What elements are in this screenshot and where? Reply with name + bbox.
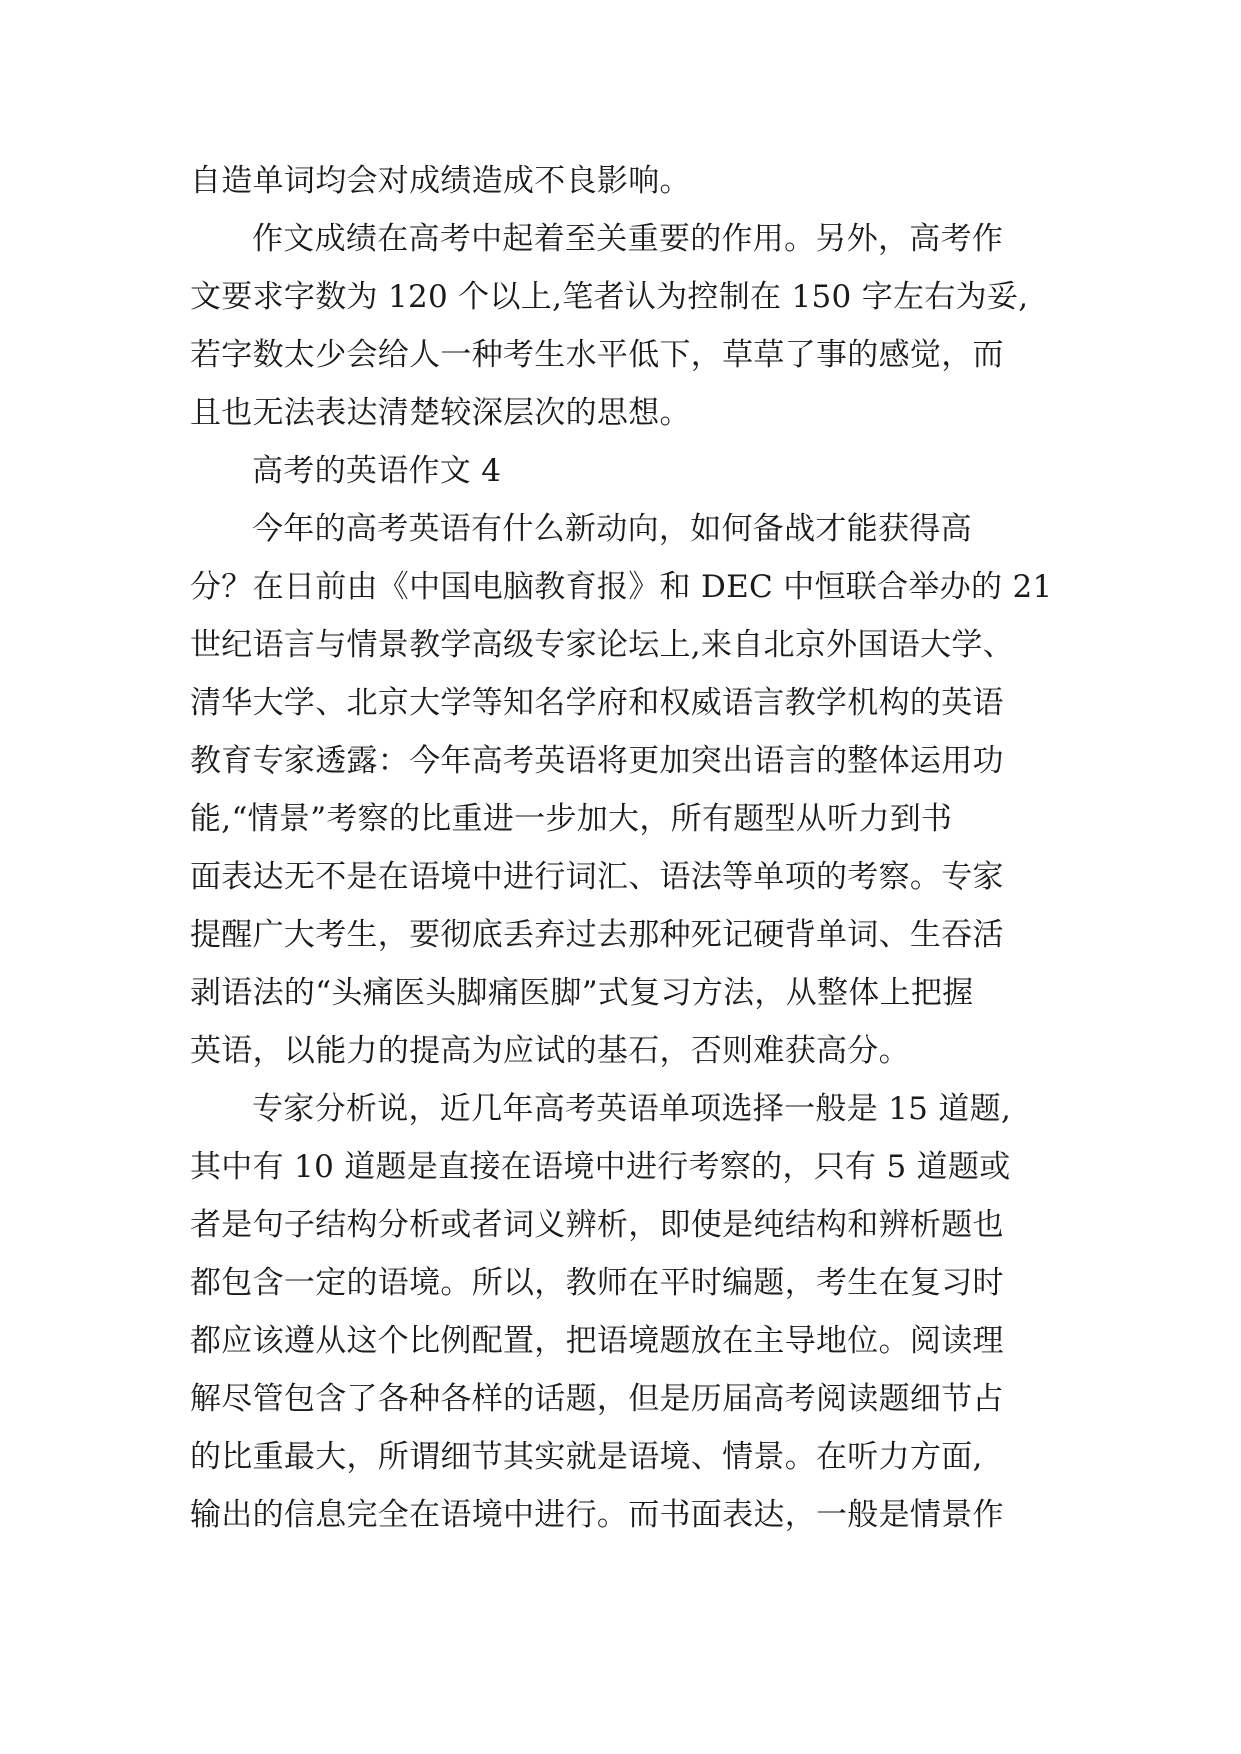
text-line: 输出的信息完全在语境中进行。而书面表达，一般是情景作 <box>190 1497 1004 1533</box>
text-line: 剥语法的“头痛医头脚痛医脚”式复习方法，从整体上把握 <box>190 975 974 1011</box>
text-line: 若字数太少会给人一种考生水平低下，草草了事的感觉，而 <box>190 337 1004 373</box>
section-heading: 高考的英语作文 4 <box>252 453 502 489</box>
text-line: 其中有 10 道题是直接在语境中进行考察的，只有 5 道题或 <box>190 1149 1011 1185</box>
text-line: 者是句子结构分析或者词义辨析，即使是纯结构和辨析题也 <box>190 1207 1004 1243</box>
text-line: 且也无法表达清楚较深层次的思想。 <box>190 395 691 431</box>
text-line: 面表达无不是在语境中进行词汇、语法等单项的考察。专家 <box>190 859 1004 895</box>
text-line: 文要求字数为 120 个以上,笔者认为控制在 150 字左右为妥, <box>190 279 1029 315</box>
text-line: 都应该遵从这个比例配置，把语境题放在主导地位。阅读理 <box>190 1323 1004 1359</box>
text-line: 解尽管包含了各种各样的话题，但是历届高考阅读题细节占 <box>190 1381 1004 1417</box>
text-line: 世纪语言与情景教学高级专家论坛上,来自北京外国语大学、 <box>190 627 1014 663</box>
text-line: 教育专家透露：今年高考英语将更加突出语言的整体运用功 <box>190 743 1004 779</box>
text-line: 自造单词均会对成绩造成不良影响。 <box>190 163 691 199</box>
text-line: 英语，以能力的提高为应试的基石，否则难获高分。 <box>190 1033 910 1069</box>
text-line: 清华大学、北京大学等知名学府和权威语言教学机构的英语 <box>190 685 1004 721</box>
text-line: 都包含一定的语境。所以，教师在平时编题，考生在复习时 <box>190 1265 1004 1301</box>
paragraph-first-line: 专家分析说，近几年高考英语单项选择一般是 15 道题, <box>252 1091 1012 1127</box>
body-text <box>190 152 1060 1544</box>
text-line: 分？在日前由《中国电脑教育报》和 DEC 中恒联合举办的 21 <box>190 569 1053 605</box>
text-line: 的比重最大，所谓细节其实就是语境、情景。在听力方面, <box>190 1439 983 1475</box>
text-line: 能,“情景”考察的比重进一步加大，所有题型从听力到书 <box>190 801 953 837</box>
text-line: 提醒广大考生，要彻底丢弃过去那种死记硬背单词、生吞活 <box>190 917 1004 953</box>
paragraph-first-line: 作文成绩在高考中起着至关重要的作用。另外，高考作 <box>252 221 1004 257</box>
paragraph-first-line: 今年的高考英语有什么新动向，如何备战才能获得高 <box>252 511 972 547</box>
